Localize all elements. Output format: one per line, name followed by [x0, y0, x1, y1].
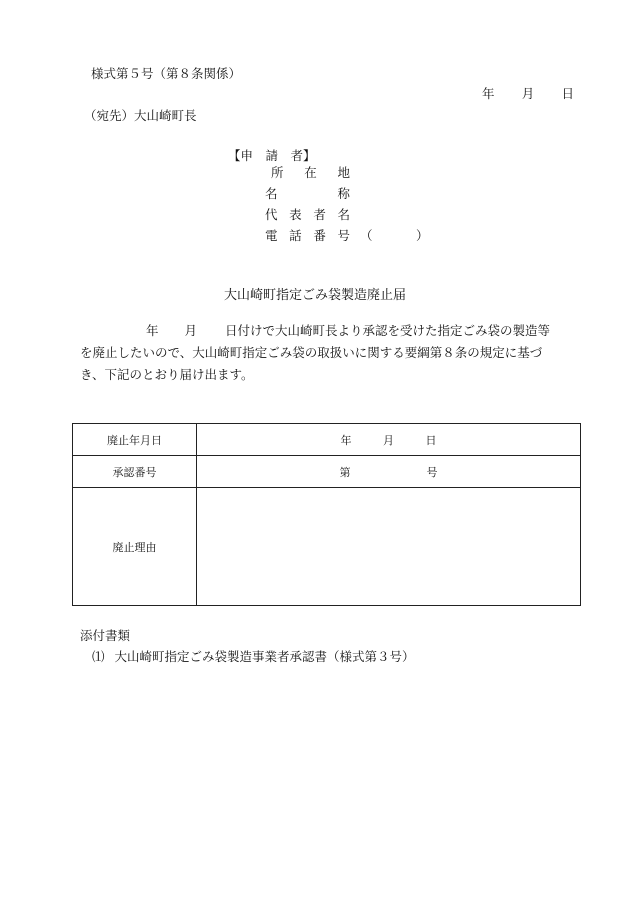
address-label-char: 在 [304, 165, 317, 180]
table-row-reason [73, 488, 581, 606]
address-label [271, 165, 350, 181]
phone-label-char: 話 [289, 228, 302, 243]
abolition-date-day: 日 [425, 433, 437, 447]
date-day: 日 [561, 86, 574, 101]
approval-number-prefix: 第 [339, 465, 351, 479]
approval-number-field[interactable] [197, 456, 581, 488]
body-paragraph [80, 320, 580, 386]
document-title: 大山崎町指定ごみ袋製造廃止届 [223, 288, 406, 303]
phone-label-char: 号 [337, 228, 350, 243]
abolition-reason-label: 廃止理由 [73, 488, 197, 606]
approval-number-suffix: 号 [426, 465, 438, 479]
rep-label-char: 表 [289, 207, 302, 222]
name-label-char: 名 [265, 186, 278, 201]
approval-number-label: 承認番号 [73, 456, 197, 488]
body-line-3: き、下記のとおり届け出ます。 [80, 367, 254, 382]
applicant-heading: 【申 請 者】 [228, 148, 316, 163]
abolition-date-label: 廃止年月日 [73, 424, 197, 456]
abolition-date-field[interactable] [197, 424, 581, 456]
attachments-heading: 添付書類 [80, 628, 131, 643]
phone-paren-close: ） [416, 228, 429, 243]
body-line-2: を廃止したいので、大山崎町指定ごみ袋の取扱いに関する要綱第８条の規定に基づ [80, 345, 543, 360]
body-month: 月 [184, 323, 198, 338]
address-label-char: 地 [337, 165, 350, 180]
abolition-reason-field[interactable] [197, 488, 581, 606]
rep-label-char: 名 [337, 207, 350, 222]
date-year: 年 [482, 86, 495, 101]
name-label [265, 186, 350, 202]
abolition-date-year: 年 [340, 433, 352, 447]
body-line-1 [80, 320, 580, 342]
body-year: 年 [146, 323, 159, 338]
table-row-approval [73, 456, 581, 488]
abolition-date-month: 月 [383, 433, 394, 447]
addressee: （宛先）大山崎町長 [84, 108, 197, 123]
abolition-details-table [72, 423, 581, 606]
phone-label-char: 番 [313, 228, 326, 243]
phone-label-char: 電 [265, 228, 278, 243]
body-line-1-rest: 日付けで大山崎町長より承認を受けた指定ごみ袋の製造等 [225, 323, 551, 338]
phone-label [265, 228, 350, 244]
attachment-item-number: ⑴ [92, 649, 105, 664]
name-label-char: 称 [337, 186, 350, 201]
date-month: 月 [521, 86, 535, 101]
form-number: 様式第５号（第８条関係） [91, 66, 242, 81]
attachment-item [92, 649, 415, 665]
table-row-date [73, 424, 581, 456]
rep-label-char: 者 [313, 207, 326, 222]
phone-paren-open: （ [360, 228, 373, 243]
representative-label [265, 207, 350, 223]
rep-label-char: 代 [265, 207, 278, 222]
address-label-char: 所 [271, 165, 284, 180]
attachment-item-text: 大山崎町指定ごみ袋製造事業者承認書（様式第３号） [114, 649, 415, 664]
date-line [482, 86, 574, 102]
